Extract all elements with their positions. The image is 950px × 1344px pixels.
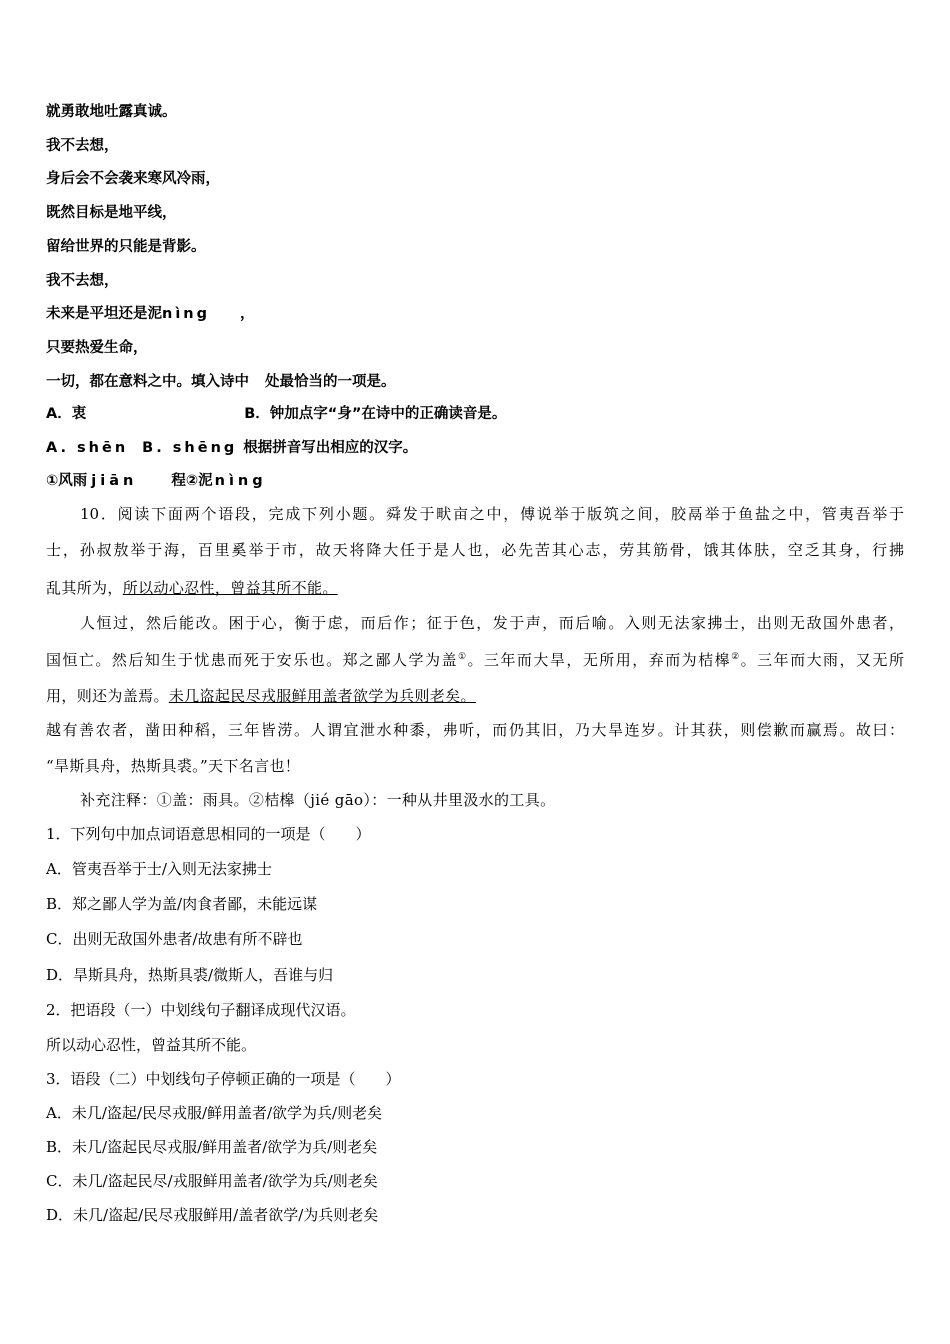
poem-line-9-tail: 处最恰当的一项是。 (265, 374, 396, 390)
fill-2-pinyin: nìng (214, 473, 267, 489)
poem-line-5: 留给世界的只能是背影。 (46, 239, 206, 255)
question-1-option-d: D．旱斯具舟，热斯具裘/微斯人，吾谁与归 (46, 966, 334, 984)
poem-line-8: 只要热爱生命， (46, 340, 148, 356)
annotation-note: 补充注释：①盖：雨具。②桔槔（jié gāo）：一种从井里汲水的工具。 (80, 791, 556, 809)
question-3: 3．语段（二）中划线句子停顿正确的一项是（ ） (46, 1070, 401, 1088)
write-chars-question: 根据拼音写出相应的汉字。 (243, 440, 418, 456)
poem-line-9-text: 一切，都在意料之中。填入诗中 (46, 374, 249, 390)
poem-line-7-text: 未来是平坦还是泥 (46, 306, 162, 322)
question-1-option-a: A．管夷吾举于士/入则无法家拂士 (46, 860, 272, 878)
question-1: 1．下列句中加点词语意思相同的一项是（ ） (46, 825, 371, 843)
poem-line-7-comma: ， (240, 306, 255, 322)
pinyin-option-b: B. shēng (142, 440, 238, 456)
reading-p3-line-1: 越有善农者，凿田种稻，三年皆涝。人谓宜泄水种黍，弗听，而仍其旧，乃大旱连岁。计其获，则偿歉而赢焉。故曰： (46, 721, 904, 739)
question-1-option-c: C．出则无敌国外患者/故患有所不辟也 (46, 930, 303, 948)
poem-line-2: 我不去想， (46, 138, 119, 154)
reading-p2-line-3 (46, 686, 476, 706)
poem-line-7-pinyin: nìng (162, 306, 210, 322)
reading-p2-line-2 (46, 650, 904, 670)
question-1-option-b: B．郑之鄙人学为盖/肉食者鄙，未能远谋 (46, 895, 318, 913)
question-2-sentence: 所以动心忍性，曾益其所不能。 (46, 1036, 257, 1054)
pinyin-option-a: A. shēn (46, 440, 129, 456)
footnote-2: ② (731, 652, 741, 662)
poem-line-6: 我不去想， (46, 273, 119, 289)
poem-line-9 (46, 372, 396, 392)
poem-question-options (46, 404, 506, 424)
reading-p2-line-2-a: 国恒亡。然后知生于忧患而死于安乐也。郑之鄙人学为盖 (46, 651, 458, 669)
poem-line-1: 就勇敢地吐露真诚。 (46, 104, 177, 120)
fill-1-label: ①风雨 (46, 473, 88, 489)
poem-line-4: 既然目标是地平线， (46, 205, 177, 221)
underlined-sentence-2: 未几盗起民尽戎服鲜用盖者欲学为兵则老矣。 (168, 687, 476, 705)
reading-p2-line-2-b: 。三年而大旱，无所用，弃而为桔槔 (467, 651, 732, 669)
option-b-question: B．钟加点字“身”在诗中的正确读音是。 (244, 406, 507, 422)
pinyin-fill-line (46, 471, 267, 491)
reading-p1-line-2: 士，孙叔敖举于海，百里奚举于市，故天将降大任于是人也，必先苦其心志，劳其筋骨，饿其体肤，空乏其身，行拂 (46, 541, 904, 559)
reading-p3-line-2: “旱斯具舟，热斯具裘。”天下名言也！ (46, 757, 301, 775)
reading-p2-line-1: 人恒过，然后能改。困于心，衡于虑，而后作；征于色，发于声，而后喻。入则无法家拂士，出则无敌国外患者， (80, 614, 904, 632)
fill-1-pinyin: jiān (91, 473, 138, 489)
question-3-option-d: D．未几/盗起/民尽戎服鲜用/盖者欲学/为兵则老矣 (46, 1206, 379, 1224)
question-3-option-a: A．未几/盗起/民尽戎服/鲜用盖者/欲学为兵/则老矣 (46, 1104, 383, 1122)
reading-p2-line-3-text: 用，则还为盖焉。 (46, 687, 169, 705)
reading-p1-line-1: 10．阅读下面两个语段，完成下列小题。舜发于畎亩之中，傅说举于版筑之间，胶鬲举于鱼盐之中，管夷吾举于 (80, 505, 904, 523)
reading-p1-line-3-text: 乱其所为， (46, 579, 123, 597)
fill-2-label: 程②泥 (171, 473, 213, 489)
reading-p2-line-2-c: 。三年而大雨，又无所 (740, 651, 904, 669)
option-a: A．衷 (46, 406, 87, 422)
question-3-option-b: B．未几/盗起民尽戎服/鲜用盖者/欲学为兵/则老矣 (46, 1138, 378, 1156)
underlined-sentence-1: 所以动心忍性，曾益其所不能。 (122, 579, 338, 597)
question-2: 2．把语段（一）中划线句子翻译成现代汉语。 (46, 1001, 356, 1019)
poem-line-7 (46, 304, 255, 324)
question-3-option-c: C．未几/盗起民尽/戎服鲜用盖者/欲学为兵/则老矣 (46, 1172, 378, 1190)
footnote-1: ① (457, 652, 468, 662)
poem-line-3: 身后会不会袭来寒风冷雨， (46, 171, 220, 187)
pinyin-options (46, 438, 417, 458)
reading-p1-line-3 (46, 578, 338, 598)
